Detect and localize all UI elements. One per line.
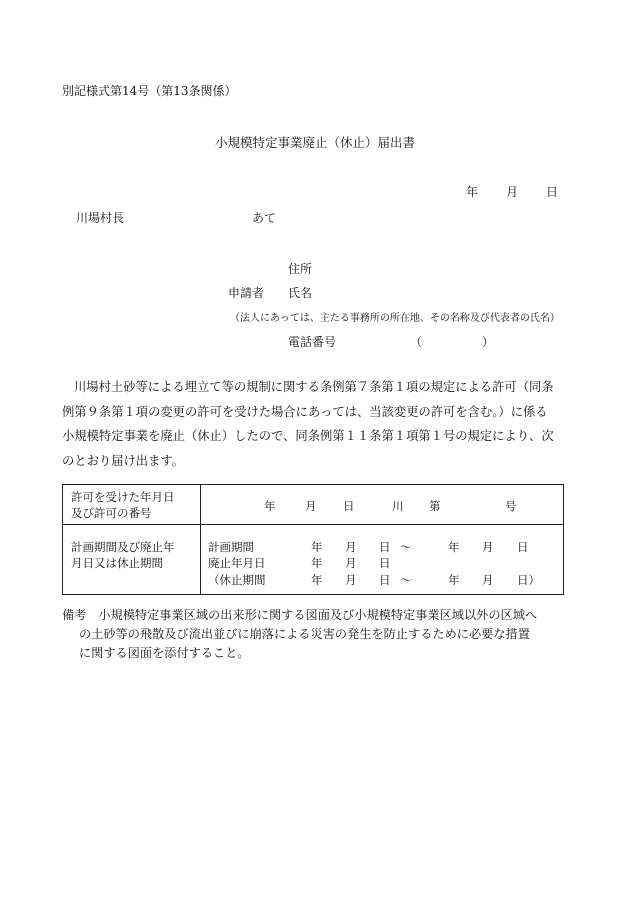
date-month: 月: [506, 185, 519, 199]
phone-field-parentheses: （ ）: [410, 335, 495, 349]
suspend-tilde: ～: [400, 573, 412, 587]
abolish-date-label: 廃止年月日: [208, 556, 266, 570]
plan-tilde: ～: [400, 540, 412, 554]
remarks: [62, 606, 537, 663]
permit-label-line1: 許可を受けた年月日: [71, 490, 175, 504]
submission-date: [466, 183, 558, 200]
period-label-line1: 計画期間及び廃止年: [71, 540, 175, 554]
suspend-start-day: 日: [379, 573, 391, 587]
remarks-line: 小規模特定事業区域の出来形に関する図面及び小規模特定事業区域以外の区域へ: [98, 608, 538, 622]
plan-end-day: 日: [517, 540, 529, 554]
permit-dai: 第: [429, 499, 441, 513]
permit-year: 年: [264, 499, 276, 513]
addressee: 川場村長: [76, 211, 125, 225]
body-line: のとおり届け出ます。: [62, 453, 184, 468]
form-number-label: 別記様式第14号（第13条関係）: [62, 84, 237, 98]
permit-kawa: 川: [392, 499, 404, 513]
corporation-note: （法人にあっては、主たる事務所の所在地、その名称及び代表者の氏名）: [230, 313, 560, 324]
suspend-end-year: 年: [448, 573, 460, 587]
plan-start-year: 年: [311, 540, 323, 554]
table-divider-horizontal: [63, 524, 563, 525]
remarks-label: 備考: [62, 608, 87, 622]
permit-label-line2: 及び許可の番号: [71, 506, 152, 520]
remarks-line: の土砂等の飛散及び流出並びに崩落による災害の発生を防止するために必要な措置: [79, 627, 530, 641]
addressee-suffix: あて: [252, 211, 277, 225]
body-paragraph: [62, 375, 582, 473]
remarks-line: に関する図面を添付すること。: [79, 646, 250, 660]
abolish-day: 日: [379, 556, 391, 570]
permit-day: 日: [343, 499, 355, 513]
permit-month: 月: [305, 499, 317, 513]
body-line: 例第９条第１項の変更の許可を受けた場合にあっては、当該変更の許可を含む。）に係る: [62, 404, 548, 419]
suspend-period-label: （休止期間: [208, 573, 266, 587]
abolish-year: 年: [311, 556, 323, 570]
suspend-end-day: 日）: [517, 573, 540, 587]
plan-period-label: 計画期間: [208, 540, 254, 554]
body-line: 小規模特定事業を廃止（休止）したので、同条例第１１条第１項第１号の規定により、次: [62, 429, 554, 443]
suspend-end-month: 月: [482, 573, 494, 587]
permit-go: 号: [505, 499, 517, 513]
document-title: 小規模特定事業廃止（休止）届出書: [214, 135, 415, 150]
plan-start-month: 月: [345, 540, 357, 554]
plan-start-day: 日: [379, 540, 391, 554]
period-label-line2: 月日又は休止期間: [71, 556, 163, 570]
date-day: 日: [546, 185, 559, 199]
table-divider-vertical: [200, 485, 201, 594]
address-label: 住所: [288, 262, 313, 276]
details-table: [62, 484, 564, 595]
abolish-month: 月: [345, 556, 357, 570]
applicant-label: 申請者: [228, 286, 265, 300]
phone-label: 電話番号: [288, 335, 337, 349]
suspend-start-year: 年: [311, 573, 323, 587]
plan-end-month: 月: [482, 540, 494, 554]
body-line: 川場村土砂等による埋立て等の規制に関する条例第７条第１項の規定による許可（同条: [74, 380, 554, 394]
suspend-start-month: 月: [345, 573, 357, 587]
plan-end-year: 年: [448, 540, 460, 554]
date-year: 年: [466, 185, 479, 199]
name-label: 氏名: [288, 286, 313, 300]
